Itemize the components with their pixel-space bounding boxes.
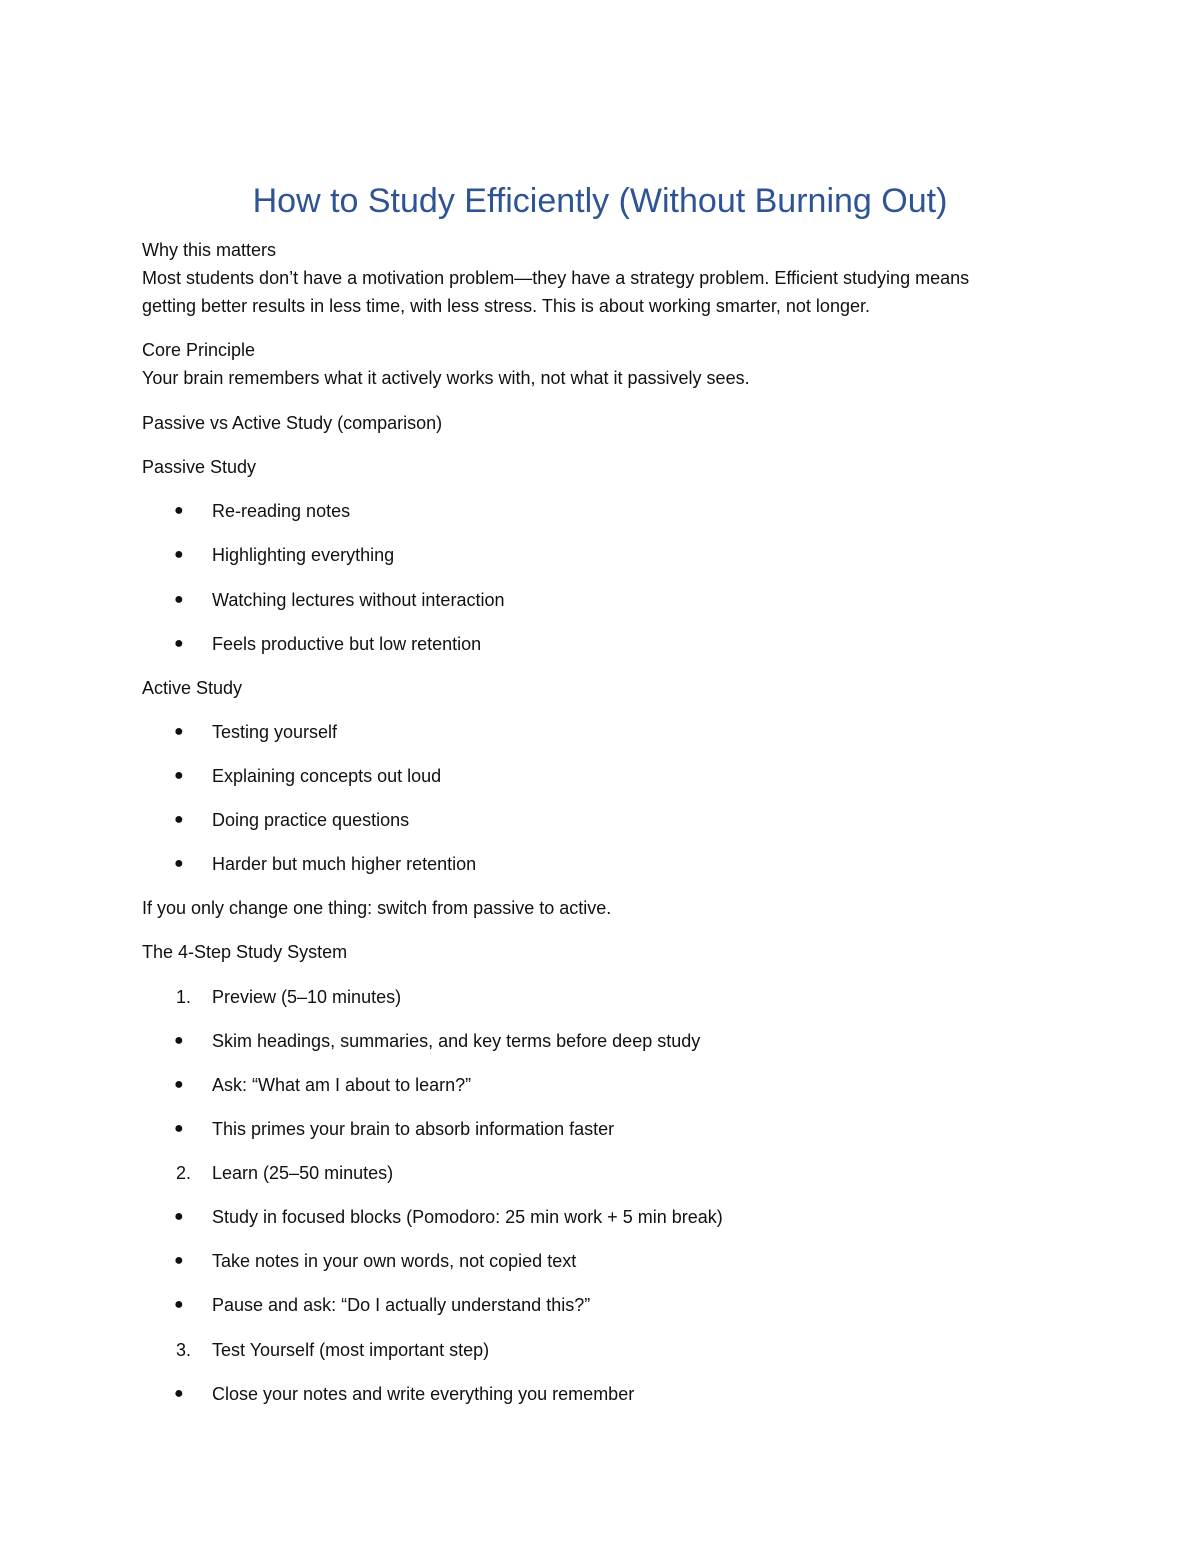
bullet-icon: ● [174, 1208, 184, 1225]
core-text: Your brain remembers what it actively works with, not what it passively sees. [142, 368, 750, 388]
bullet-icon: ● [174, 591, 184, 608]
step-item-text: Pause and ask: “Do I actually understand this?” [212, 1295, 591, 1315]
passive-item-text: Watching lectures without interaction [212, 590, 505, 610]
why-paragraph-line-2: getting better results in less time, with less stress. This is about working smarter, not longer. [142, 296, 870, 316]
step-label: Preview (5–10 minutes) [212, 987, 402, 1007]
step-label: Learn (25–50 minutes) [212, 1163, 394, 1183]
step-number: 1. [176, 987, 192, 1007]
document-title: How to Study Efficiently (Without Burning Out) [252, 182, 948, 220]
why-heading: Why this matters [142, 240, 277, 260]
step-item-text: Skim headings, summaries, and key terms before deep study [212, 1031, 701, 1051]
one-thing-statement: If you only change one thing: switch from passive to active. [142, 898, 612, 918]
step-item-text: Close your notes and write everything you remember [212, 1384, 635, 1404]
bullet-icon: ● [174, 1385, 184, 1402]
passive-item-text: Feels productive but low retention [212, 634, 482, 654]
bullet-icon: ● [174, 546, 184, 563]
bullet-icon: ● [174, 811, 184, 828]
passive-heading: Passive Study [142, 457, 257, 477]
step-item-text: Study in focused blocks (Pomodoro: 25 min work + 5 min break) [212, 1207, 723, 1227]
bullet-icon: ● [174, 1252, 184, 1269]
core-heading: Core Principle [142, 340, 256, 360]
bullet-icon: ● [174, 723, 184, 740]
bullet-icon: ● [174, 502, 184, 519]
why-paragraph-line-1: Most students don’t have a motivation problem—they have a strategy problem. Efficient studying means [142, 268, 970, 288]
bullet-icon: ● [174, 1296, 184, 1313]
bullet-icon: ● [174, 767, 184, 784]
step-item-text: This primes your brain to absorb information faster [212, 1119, 615, 1139]
passive-item-text: Re-reading notes [212, 501, 351, 521]
active-heading: Active Study [142, 678, 243, 698]
active-item-text: Harder but much higher retention [212, 854, 477, 874]
bullet-icon: ● [174, 1076, 184, 1093]
bullet-icon: ● [174, 855, 184, 872]
step-item-text: Ask: “What am I about to learn?” [212, 1075, 472, 1095]
passive-item-text: Highlighting everything [212, 545, 395, 565]
comparison-heading: Passive vs Active Study (comparison) [142, 413, 443, 433]
bullet-icon: ● [174, 1032, 184, 1049]
active-item-text: Testing yourself [212, 722, 338, 742]
step-item-text: Take notes in your own words, not copied text [212, 1251, 577, 1271]
active-item-text: Doing practice questions [212, 810, 410, 830]
step-number: 3. [176, 1340, 192, 1360]
active-item-text: Explaining concepts out loud [212, 766, 442, 786]
bullet-icon: ● [174, 1120, 184, 1137]
step-number: 2. [176, 1163, 192, 1183]
bullet-icon: ● [174, 635, 184, 652]
system-heading: The 4-Step Study System [142, 942, 348, 962]
step-label: Test Yourself (most important step) [212, 1340, 490, 1360]
